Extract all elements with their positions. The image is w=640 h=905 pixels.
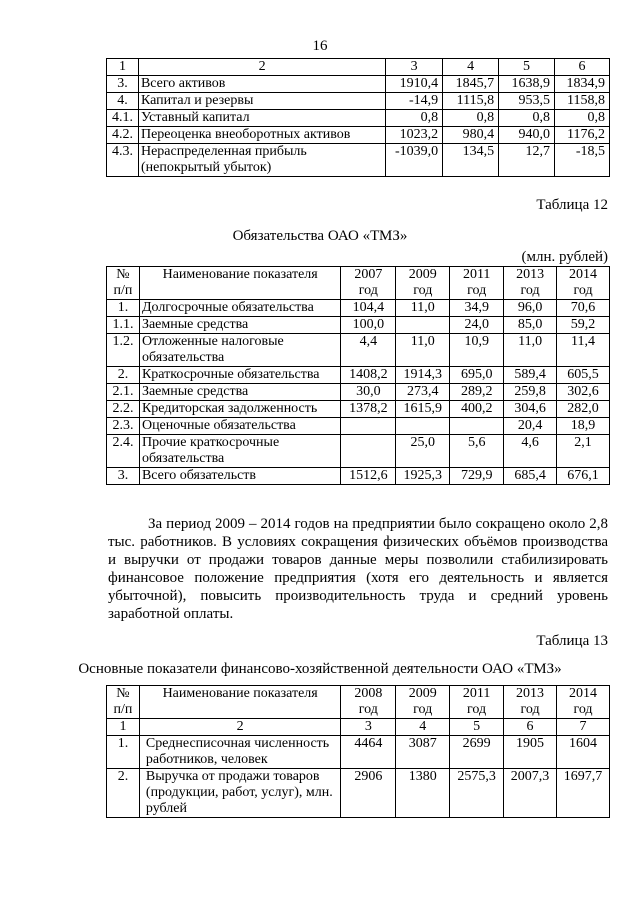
cell-value: 0,8: [386, 110, 443, 127]
row-number: 4.2.: [107, 127, 139, 144]
table13: [106, 685, 610, 818]
header-year: 2009 год: [396, 267, 450, 300]
cell-value: 1914,3: [396, 367, 450, 384]
cell-value: 2699: [450, 736, 504, 769]
cell-value: -18,5: [555, 144, 610, 177]
cell-value: 259,8: [504, 384, 557, 401]
row-label: Капитал и резервы: [138, 93, 385, 110]
row-number: 2.1.: [107, 384, 140, 401]
row-label: Заемные средства: [139, 384, 340, 401]
table-row: [107, 367, 610, 384]
cell-value: [341, 418, 396, 435]
column-number: 3: [341, 719, 396, 736]
table-row: [107, 300, 610, 317]
cell-value: 0,8: [555, 110, 610, 127]
header-year: 2007 год: [341, 267, 396, 300]
row-label: Уставный капитал: [138, 110, 385, 127]
row-number: 2.3.: [107, 418, 140, 435]
row-number: 1.: [107, 300, 140, 317]
header-cell: 4: [443, 59, 499, 76]
row-label: Кредиторская задолженность: [139, 401, 340, 418]
table-row: [107, 76, 610, 93]
cell-value: 96,0: [504, 300, 557, 317]
cell-value: 1115,8: [443, 93, 499, 110]
cell-value: 940,0: [499, 127, 555, 144]
cell-value: 400,2: [450, 401, 504, 418]
column-number: 6: [504, 719, 557, 736]
row-label: Всего активов: [138, 76, 385, 93]
cell-value: 2575,3: [450, 769, 504, 818]
header-cell: 6: [555, 59, 610, 76]
header-year: 2011 год: [450, 267, 504, 300]
cell-value: [396, 418, 450, 435]
cell-value: 59,2: [557, 317, 610, 334]
table-row: [107, 401, 610, 418]
cell-value: 11,0: [504, 334, 557, 367]
cell-value: 605,5: [557, 367, 610, 384]
table-row: [107, 468, 610, 485]
cell-value: -14,9: [386, 93, 443, 110]
table-row: [107, 736, 610, 769]
cell-value: [396, 317, 450, 334]
table-row: [107, 110, 610, 127]
cell-value: 104,4: [341, 300, 396, 317]
cell-value: 3087: [396, 736, 450, 769]
cell-value: 953,5: [499, 93, 555, 110]
cell-value: 70,6: [557, 300, 610, 317]
cell-value: 134,5: [443, 144, 499, 177]
page-number: 16: [312, 38, 328, 54]
row-label: Прочие краткосрочные обязательства: [139, 435, 340, 468]
cell-value: [450, 418, 504, 435]
table-row: [107, 93, 610, 110]
row-number: 4.: [107, 93, 139, 110]
row-label: Долгосрочные обязательства: [139, 300, 340, 317]
table-row: [107, 334, 610, 367]
cell-value: 1845,7: [443, 76, 499, 93]
row-number: 4.3.: [107, 144, 139, 177]
cell-value: 695,0: [450, 367, 504, 384]
cell-value: 100,0: [341, 317, 396, 334]
cell-value: 302,6: [557, 384, 610, 401]
cell-value: 30,0: [341, 384, 396, 401]
column-number: 7: [557, 719, 610, 736]
cell-value: 282,0: [557, 401, 610, 418]
table12-title: Обязательства ОАО «ТМЗ»: [232, 228, 408, 244]
header-cell: 1: [107, 59, 139, 76]
cell-value: 1176,2: [555, 127, 610, 144]
row-number: 2.4.: [107, 435, 140, 468]
cell-value: -1039,0: [386, 144, 443, 177]
cell-value: 1905: [504, 736, 557, 769]
row-number: 2.2.: [107, 401, 140, 418]
row-number: 3.: [107, 76, 139, 93]
cell-value: [341, 435, 396, 468]
header-year: 2011 год: [450, 686, 504, 719]
row-number: 2.: [107, 367, 140, 384]
header-cell: 3: [386, 59, 443, 76]
top-table: [106, 58, 610, 177]
row-number: 1.: [107, 736, 140, 769]
cell-value: 0,8: [499, 110, 555, 127]
cell-value: 304,6: [504, 401, 557, 418]
cell-value: 4,6: [504, 435, 557, 468]
row-label: Заемные средства: [139, 317, 340, 334]
cell-value: 34,9: [450, 300, 504, 317]
cell-value: 1380: [396, 769, 450, 818]
cell-value: 980,4: [443, 127, 499, 144]
column-number: 2: [139, 719, 340, 736]
cell-value: 1408,2: [341, 367, 396, 384]
table-row: [107, 769, 610, 818]
cell-value: 1158,8: [555, 93, 610, 110]
row-label: Среднесписочная численность работников, человек: [139, 736, 340, 769]
table13-title: Основные показатели финансово-хозяйственной деятельности ОАО «ТМЗ»: [78, 661, 562, 677]
header-cell: 2: [138, 59, 385, 76]
table-row: [107, 144, 610, 177]
table12-units: (млн. рублей): [521, 249, 608, 265]
table-row: [107, 435, 610, 468]
cell-value: 289,2: [450, 384, 504, 401]
cell-value: 1638,9: [499, 76, 555, 93]
header-cell: 5: [499, 59, 555, 76]
row-number: 1.1.: [107, 317, 140, 334]
body-paragraph: За период 2009 – 2014 годов на предприятии было сокращено около 2,8 тыс. работников. В условиях сокращения физических объёмов производства и выручки от продажи товаров данные меры позволили стабилизировать финансовое положение предприятия (хотя его деятельность и является убыточной), повысить производительность труда и средний уровень заработной оплаты.: [108, 516, 608, 622]
table13-label: Таблица 13: [536, 633, 608, 649]
column-number: 4: [396, 719, 450, 736]
cell-value: 25,0: [396, 435, 450, 468]
cell-value: 729,9: [450, 468, 504, 485]
row-label: Нераспределенная прибыль (непокрытый убыток): [138, 144, 385, 177]
row-label: Оценочные обязательства: [139, 418, 340, 435]
header-year: 2008 год: [341, 686, 396, 719]
cell-value: 85,0: [504, 317, 557, 334]
cell-value: 1834,9: [555, 76, 610, 93]
header-name: Наименование показателя: [139, 686, 340, 719]
header-name: Наименование показателя: [139, 267, 340, 300]
table-header-row: [107, 59, 610, 76]
row-label: Переоценка внеоборотных активов: [138, 127, 385, 144]
row-number: 2.: [107, 769, 140, 818]
row-label: Выручка от продажи товаров (продукции, работ, услуг), млн. рублей: [139, 769, 340, 818]
cell-value: 10,9: [450, 334, 504, 367]
column-number: 1: [107, 719, 140, 736]
cell-value: 1615,9: [396, 401, 450, 418]
header-year: 2014 год: [557, 686, 610, 719]
table-row: [107, 317, 610, 334]
cell-value: 11,0: [396, 334, 450, 367]
cell-value: 1925,3: [396, 468, 450, 485]
cell-value: 1512,6: [341, 468, 396, 485]
cell-value: 589,4: [504, 367, 557, 384]
column-number-row: [107, 719, 610, 736]
table-header-row: [107, 267, 610, 300]
row-label: Всего обязательств: [139, 468, 340, 485]
header-year: 2013 год: [504, 686, 557, 719]
cell-value: 18,9: [557, 418, 610, 435]
table12-label: Таблица 12: [536, 197, 608, 213]
cell-value: 20,4: [504, 418, 557, 435]
table-row: [107, 127, 610, 144]
cell-value: 273,4: [396, 384, 450, 401]
header-year: 2009 год: [396, 686, 450, 719]
cell-value: 1604: [557, 736, 610, 769]
cell-value: 2007,3: [504, 769, 557, 818]
cell-value: 1697,7: [557, 769, 610, 818]
cell-value: 1910,4: [386, 76, 443, 93]
row-number: 4.1.: [107, 110, 139, 127]
column-number: 5: [450, 719, 504, 736]
cell-value: 12,7: [499, 144, 555, 177]
row-number: 3.: [107, 468, 140, 485]
cell-value: 2,1: [557, 435, 610, 468]
row-label: Отложенные налоговые обязательства: [139, 334, 340, 367]
row-number: 1.2.: [107, 334, 140, 367]
table-header-row: [107, 686, 610, 719]
cell-value: 5,6: [450, 435, 504, 468]
table-row: [107, 384, 610, 401]
header-year: 2013 год: [504, 267, 557, 300]
table-row: [107, 418, 610, 435]
cell-value: 11,0: [396, 300, 450, 317]
cell-value: 4464: [341, 736, 396, 769]
cell-value: 1023,2: [386, 127, 443, 144]
cell-value: 4,4: [341, 334, 396, 367]
header-num: № п/п: [107, 686, 140, 719]
cell-value: 2906: [341, 769, 396, 818]
row-label: Краткосрочные обязательства: [139, 367, 340, 384]
header-year: 2014 год: [557, 267, 610, 300]
cell-value: 11,4: [557, 334, 610, 367]
cell-value: 1378,2: [341, 401, 396, 418]
header-num: № п/п: [107, 267, 140, 300]
table12: [106, 266, 610, 485]
cell-value: 685,4: [504, 468, 557, 485]
cell-value: 24,0: [450, 317, 504, 334]
cell-value: 676,1: [557, 468, 610, 485]
cell-value: 0,8: [443, 110, 499, 127]
